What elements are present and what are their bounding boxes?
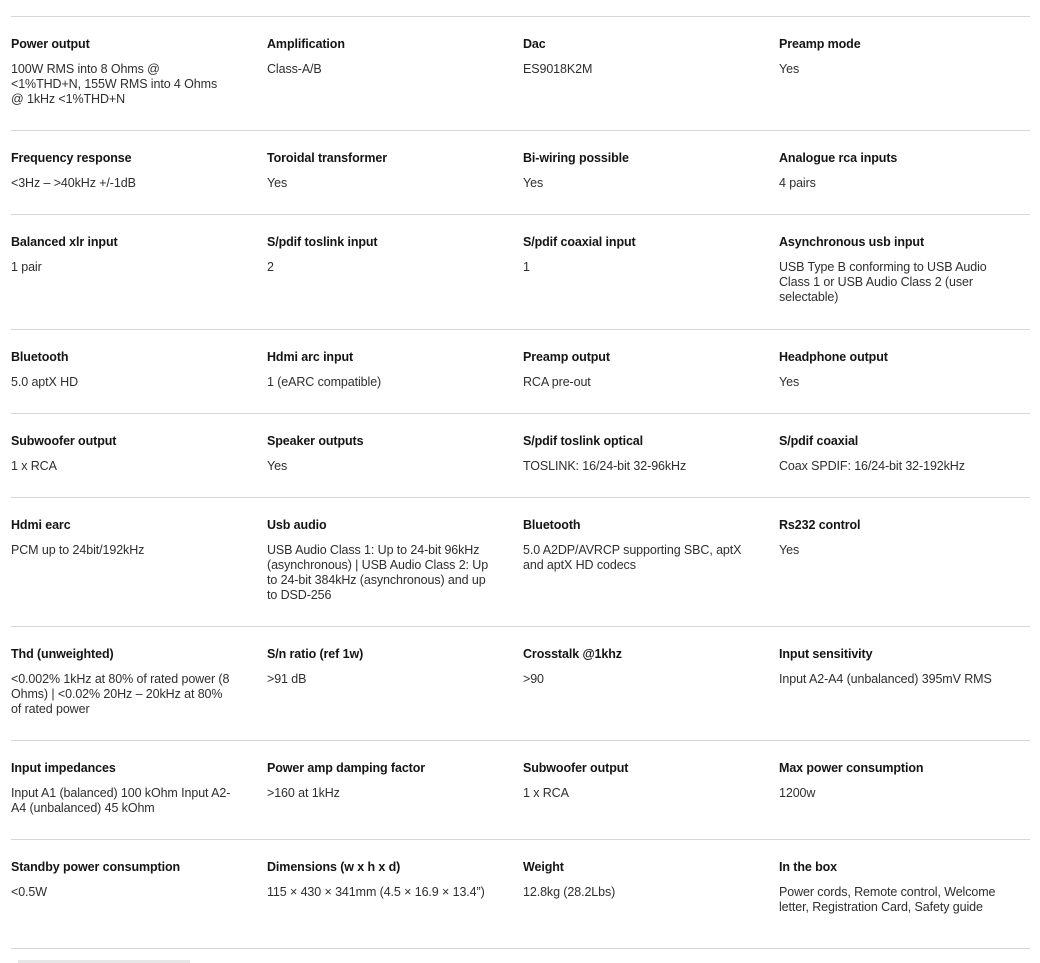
- spec-label: Thd (unweighted): [11, 647, 114, 661]
- spec-value: >91 dB: [267, 672, 307, 686]
- spec-label: Asynchronous usb input: [779, 235, 925, 249]
- spec-row: [11, 214, 1030, 329]
- spec-value: 2: [267, 260, 274, 274]
- spec-value: >160 at 1kHz: [267, 786, 340, 800]
- spec-label: Analogue rca inputs: [779, 151, 898, 165]
- spec-cell: [523, 761, 779, 839]
- spec-label: Dac: [523, 37, 546, 51]
- spec-label: Frequency response: [11, 151, 132, 165]
- spec-label: Subwoofer output: [11, 434, 117, 448]
- spec-value: 1 x RCA: [11, 459, 57, 473]
- spec-cell: [267, 860, 523, 948]
- spec-label: Usb audio: [267, 518, 327, 532]
- spec-cell: [779, 860, 1030, 948]
- spec-value: Coax SPDIF: 16/24-bit 32-192kHz: [779, 459, 965, 473]
- spec-label: Power output: [11, 37, 90, 51]
- spec-cell: [11, 350, 267, 413]
- spec-value: TOSLINK: 16/24-bit 32-96kHz: [523, 459, 687, 473]
- specifications-table: [11, 16, 1030, 949]
- spec-cell: [523, 37, 779, 130]
- spec-value: Input A1 (balanced) 100 kOhm Input A2-A4 (unbalanced) 45 kOhm: [11, 786, 231, 815]
- spec-value: 1: [523, 260, 530, 274]
- spec-cell: [779, 647, 1030, 740]
- spec-cell: [267, 647, 523, 740]
- spec-label: Subwoofer output: [523, 761, 629, 775]
- spec-cell: [11, 860, 267, 948]
- spec-cell: [11, 761, 267, 839]
- spec-value: 100W RMS into 8 Ohms @ <1%THD+N, 155W RMS into 4 Ohms @ 1kHz <1%THD+N: [11, 62, 218, 106]
- spec-label: Toroidal transformer: [267, 151, 388, 165]
- spec-label: Speaker outputs: [267, 434, 364, 448]
- spec-label: Standby power consumption: [11, 860, 181, 874]
- spec-cell: [267, 518, 523, 626]
- spec-label: Bi-wiring possible: [523, 151, 629, 165]
- spec-label: Preamp mode: [779, 37, 861, 51]
- spec-label: In the box: [779, 860, 838, 874]
- spec-value: Yes: [779, 62, 800, 76]
- spec-label: Weight: [523, 860, 564, 874]
- spec-label: Input sensitivity: [779, 647, 873, 661]
- spec-cell: [523, 151, 779, 214]
- spec-label: Bluetooth: [11, 350, 69, 364]
- spec-value: Input A2-A4 (unbalanced) 395mV RMS: [779, 672, 992, 686]
- spec-value: Yes: [779, 543, 800, 557]
- spec-label: Input impedances: [11, 761, 116, 775]
- spec-cell: [267, 761, 523, 839]
- spec-cell: [267, 151, 523, 214]
- spec-label: S/pdif toslink input: [267, 235, 378, 249]
- spec-cell: [523, 647, 779, 740]
- spec-value: 4 pairs: [779, 176, 816, 190]
- spec-cell: [523, 860, 779, 948]
- spec-label: Hdmi arc input: [267, 350, 354, 364]
- spec-label: Crosstalk @1khz: [523, 647, 622, 661]
- spec-row: [11, 626, 1030, 740]
- spec-cell: [267, 235, 523, 329]
- spec-value: 1 x RCA: [523, 786, 569, 800]
- spec-value: >90: [523, 672, 544, 686]
- spec-label: S/pdif coaxial: [779, 434, 859, 448]
- spec-value: Class-A/B: [267, 62, 322, 76]
- spec-value: ES9018K2M: [523, 62, 593, 76]
- spec-value: Yes: [779, 375, 800, 389]
- spec-label: Bluetooth: [523, 518, 581, 532]
- spec-value: USB Type B conforming to USB Audio Class 1 or USB Audio Class 2 (user selectable): [779, 260, 987, 304]
- spec-value: 1 (eARC compatible): [267, 375, 382, 389]
- spec-cell: [779, 235, 1030, 329]
- spec-cell: [523, 518, 779, 626]
- spec-cell: [779, 761, 1030, 839]
- spec-value: Yes: [523, 176, 544, 190]
- spec-value: PCM up to 24bit/192kHz: [11, 543, 145, 557]
- spec-value: Yes: [267, 459, 288, 473]
- spec-row: [11, 130, 1030, 214]
- spec-value: 1200w: [779, 786, 816, 800]
- spec-label: Amplification: [267, 37, 345, 51]
- spec-cell: [11, 151, 267, 214]
- spec-row: [11, 740, 1030, 839]
- spec-label: Hdmi earc: [11, 518, 71, 532]
- spec-value: <0.5W: [11, 885, 47, 899]
- spec-cell: [779, 350, 1030, 413]
- spec-value: <3Hz – >40kHz +/-1dB: [11, 176, 136, 190]
- spec-cell: [523, 350, 779, 413]
- spec-cell: [779, 151, 1030, 214]
- spec-value: 5.0 aptX HD: [11, 375, 78, 389]
- spec-cell: [779, 434, 1030, 497]
- spec-cell: [11, 434, 267, 497]
- spec-row: [11, 329, 1030, 413]
- spec-value: RCA pre-out: [523, 375, 591, 389]
- spec-cell: [523, 235, 779, 329]
- spec-cell: [11, 235, 267, 329]
- spec-label: Power amp damping factor: [267, 761, 426, 775]
- spec-value: 1 pair: [11, 260, 42, 274]
- spec-cell: [11, 647, 267, 740]
- spec-label: Preamp output: [523, 350, 610, 364]
- spec-cell: [779, 37, 1030, 130]
- spec-cell: [779, 518, 1030, 626]
- spec-row: [11, 497, 1030, 626]
- spec-label: Dimensions (w x h x d): [267, 860, 401, 874]
- spec-value: 12.8kg (28.2Lbs): [523, 885, 616, 899]
- spec-row: [11, 16, 1030, 130]
- spec-label: Headphone output: [779, 350, 888, 364]
- spec-value: Power cords, Remote control, Welcome letter, Registration Card, Safety guide: [779, 885, 996, 914]
- spec-cell: [523, 434, 779, 497]
- spec-label: S/pdif coaxial input: [523, 235, 636, 249]
- spec-cell: [11, 37, 267, 130]
- spec-cell: [267, 37, 523, 130]
- spec-value: 115 × 430 × 341mm (4.5 × 16.9 × 13.4”): [267, 885, 485, 899]
- spec-label: Rs232 control: [779, 518, 861, 532]
- spec-cell: [267, 434, 523, 497]
- spec-value: USB Audio Class 1: Up to 24-bit 96kHz (asynchronous) | USB Audio Class 2: Up to 24-bit 384kHz (asynchronous) and up to DSD-256: [267, 543, 489, 602]
- spec-row: [11, 839, 1030, 949]
- spec-cell: [11, 518, 267, 626]
- spec-value: Yes: [267, 176, 288, 190]
- spec-value: <0.002% 1kHz at 80% of rated power (8 Ohms) | <0.02% 20Hz – 20kHz at 80% of rated power: [11, 672, 230, 716]
- spec-label: S/n ratio (ref 1w): [267, 647, 364, 661]
- spec-label: Max power consumption: [779, 761, 924, 775]
- spec-label: Balanced xlr input: [11, 235, 118, 249]
- spec-value: 5.0 A2DP/AVRCP supporting SBC, aptX and aptX HD codecs: [523, 543, 742, 572]
- spec-label: S/pdif toslink optical: [523, 434, 644, 448]
- spec-row: [11, 413, 1030, 497]
- spec-cell: [267, 350, 523, 413]
